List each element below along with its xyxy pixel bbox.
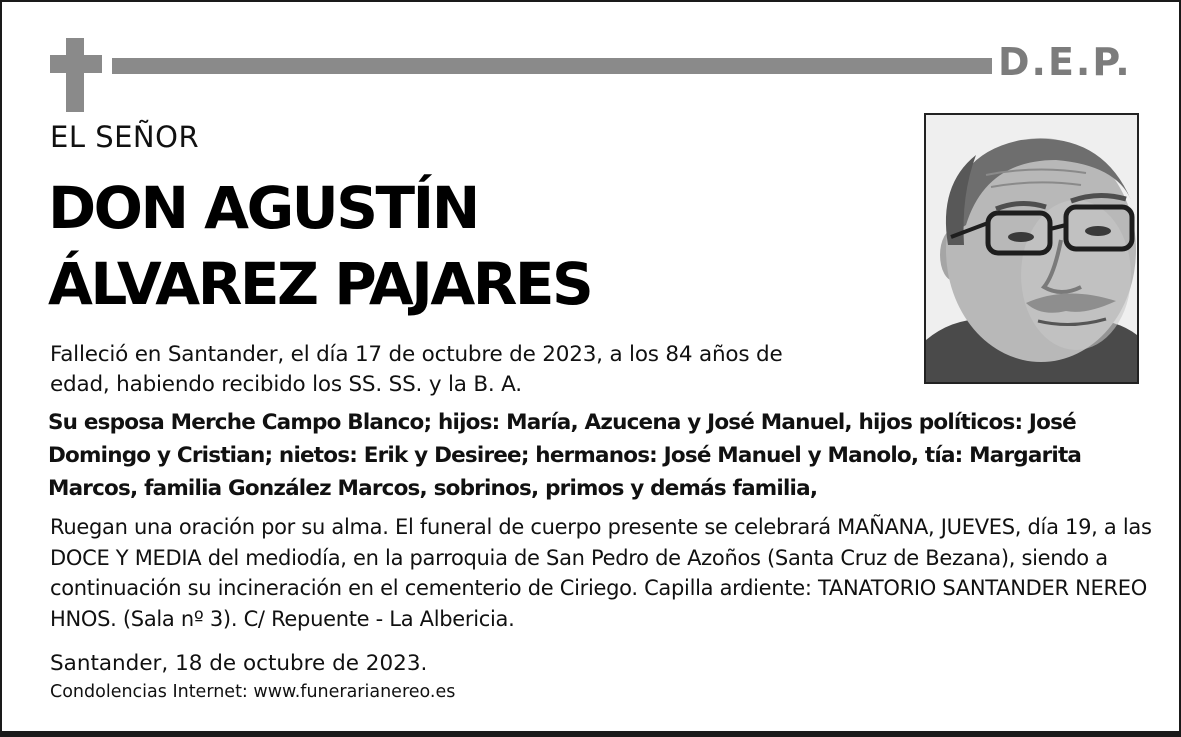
header-rule — [112, 58, 992, 74]
condolences-text: Condolencias Internet: www.funerarianereo.es — [50, 682, 456, 702]
portrait-photo — [924, 113, 1139, 384]
funeral-info-text: Ruegan una oración por su alma. El funeral de cuerpo presente se celebrará MAÑANA, JUEVES, día 19, a las DOCE Y MEDIA del mediodía, en la parroquia de San Pedro de Azoños (Santa Cruz de Bezana), siendo a continuación su incineración en el cementerio de Ciriego. Capilla ardiente: TANATORIO SANTANDER NEREO HNOS. (Sala nº 3). C/ Repuente - La Albericia. — [50, 515, 1152, 631]
deceased-name — [48, 170, 591, 322]
death-notice-text: Falleció en Santander, el día 17 de octubre de 2023, a los 84 años de edad, habiendo recibido los SS. SS. y la B. A. — [50, 342, 783, 397]
place-date: Santander, 18 de octubre de 2023. — [50, 651, 428, 676]
deceased-name-line2: ÁLVAREZ PAJARES — [48, 250, 592, 318]
deceased-name-line1: DON AGUSTÍN — [48, 174, 478, 242]
deceased-title: EL SEÑOR — [50, 120, 200, 154]
portrait-image — [926, 115, 1137, 382]
dep-label: D.E.P. — [998, 40, 1132, 84]
cross-icon — [50, 38, 102, 112]
family-text: Su esposa Merche Campo Blanco; hijos: María, Azucena y José Manuel, hijos políticos: José Domingo y Cristian; nietos: Erik y Desiree; hermanos: José Manuel y Manolo, tía: Margarita Marcos, familia González Marcos, sobrinos, primos y demás familia, — [48, 410, 1082, 501]
